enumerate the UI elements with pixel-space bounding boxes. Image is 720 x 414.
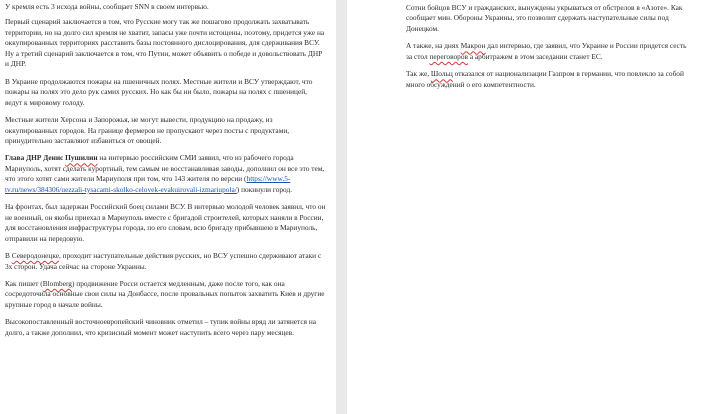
text-run: на интервью российским СМИ заявил, что из рабочего города Мариуполь, хотят сделать курортный, тем самым не восстанавливая заводы, дополнил он все это тем, что этого хотят сами жители Мариуполя при том, что 143 жителя по версии ( — [5, 153, 325, 184]
text-run: отказался от национализации Газпром в германии, что повлекло за собой много обсуждений о его компетентности. — [406, 69, 684, 89]
text-run: Как пишет ( — [5, 278, 43, 288]
text-run: Так же, — [406, 69, 431, 79]
text-run: ) покинули город. — [236, 184, 293, 194]
paragraph-severodonetsk — [5, 251, 326, 272]
paragraph-official: Высокопоставленный восточноевропейский чиновник отметил – тупик войны вряд ли затянется на долго, а также дополнил, что кризисный момент может наступить всего через пару месяцев. — [5, 317, 317, 337]
paragraph-azot: Сотни бойцов ВСУ и гражданских, вынуждены укрываться от обстрелов в «Азоте». Как сообщает мин. Обороны Украины, это позволит сдержать наступательные силы под Донецком. — [406, 3, 683, 33]
document-page-left — [0, 0, 336, 414]
text-run: ) продвижение Росси остается медленным, даже после того, как она сосредоточила основные свои силы на Донбассе, после провальных попыток захватить Киев и другие крупные город в начале войны. — [5, 278, 325, 309]
paragraph-kherson: Местные жители Херсона и Запорожья, не могут вывести, продукцию на продажу, из оккупированных городов. На границе фермеров не пропускают через посты с продуктами, принудительно заставляют избавиться от овощей. — [5, 115, 290, 145]
paragraph-scenarios: Первый сценарий заключается в том, что Русские могу так же пошагово продолжать захватывать территории, но на долго сил кремля не хватит, запасы уже почти истощены, поэтому, придется уже на оккупированных территориях расставить базы постоянного дислоцирования, для сдерживания ВСУ. Ну а третий сценарий заключается в том, что Путин, может объявить о победе и довольствовать ДНР и ДНР. — [5, 17, 325, 69]
word-negotiations: переговоров — [429, 51, 468, 61]
paragraph-wheat-fires: В Украине продолжаются пожары на пшеничных полях. Местные жители и ВСУ утверждают, что пожары на полях это дело рук самих русских. Но как бы ни было, пожары на полях с пшеницей, ведут к мировому голоду. — [5, 76, 313, 107]
text-run: В — [5, 251, 12, 261]
name-scholz: Шольц — [430, 69, 453, 79]
paragraph-intro: У кремля есть 3 исхода войны, сообщает SNN в своем интервью. — [5, 2, 209, 11]
page-gap — [336, 0, 347, 414]
paragraph-bloomberg — [5, 279, 326, 310]
text-run: А также, на днях — [406, 41, 461, 51]
text-run: а арбитражем в этом заседании станет ЕС. — [467, 51, 603, 61]
source-link[interactable]: https://www.5-tv.ru/news/384306/uezzali-tysacami-skolko-celovek-evakuirovali-izmariupola/ — [5, 174, 291, 194]
name-macron: Макрон — [460, 41, 486, 51]
text-run: дал интервью, где заявил, что Украине и России придется сесть за стол — [406, 41, 687, 61]
paragraph-captured-soldier: На фронтах, был задержан Российский боец силами ВСУ. В интервью молодой человек заявил, что он не военный, он якобы приехал в Мариуполь вместе с бригадой строителей, которых наняли в России, для восстановления инфраструктуры города, по его словам, всю бригаду прибывшею в Мариуполь, отправили на передовую. — [5, 202, 326, 243]
document-page-right — [347, 0, 720, 414]
place-severodonetsk: Северодонецке — [11, 251, 59, 261]
text-run: , проходит наступательные действия русских, но ВСУ успешно сдерживают атаки с 3х сторон. Удача сейчас на стороне Украины. — [5, 251, 322, 271]
name-pushilin: Пушилин — [65, 153, 98, 163]
paragraph-scholz — [406, 69, 690, 90]
paragraph-macron — [406, 41, 690, 62]
source-blomberg: Blomberg — [42, 278, 72, 288]
paragraph-pushilin — [5, 153, 326, 195]
text-run: Глава ДНР Денис — [5, 153, 66, 163]
